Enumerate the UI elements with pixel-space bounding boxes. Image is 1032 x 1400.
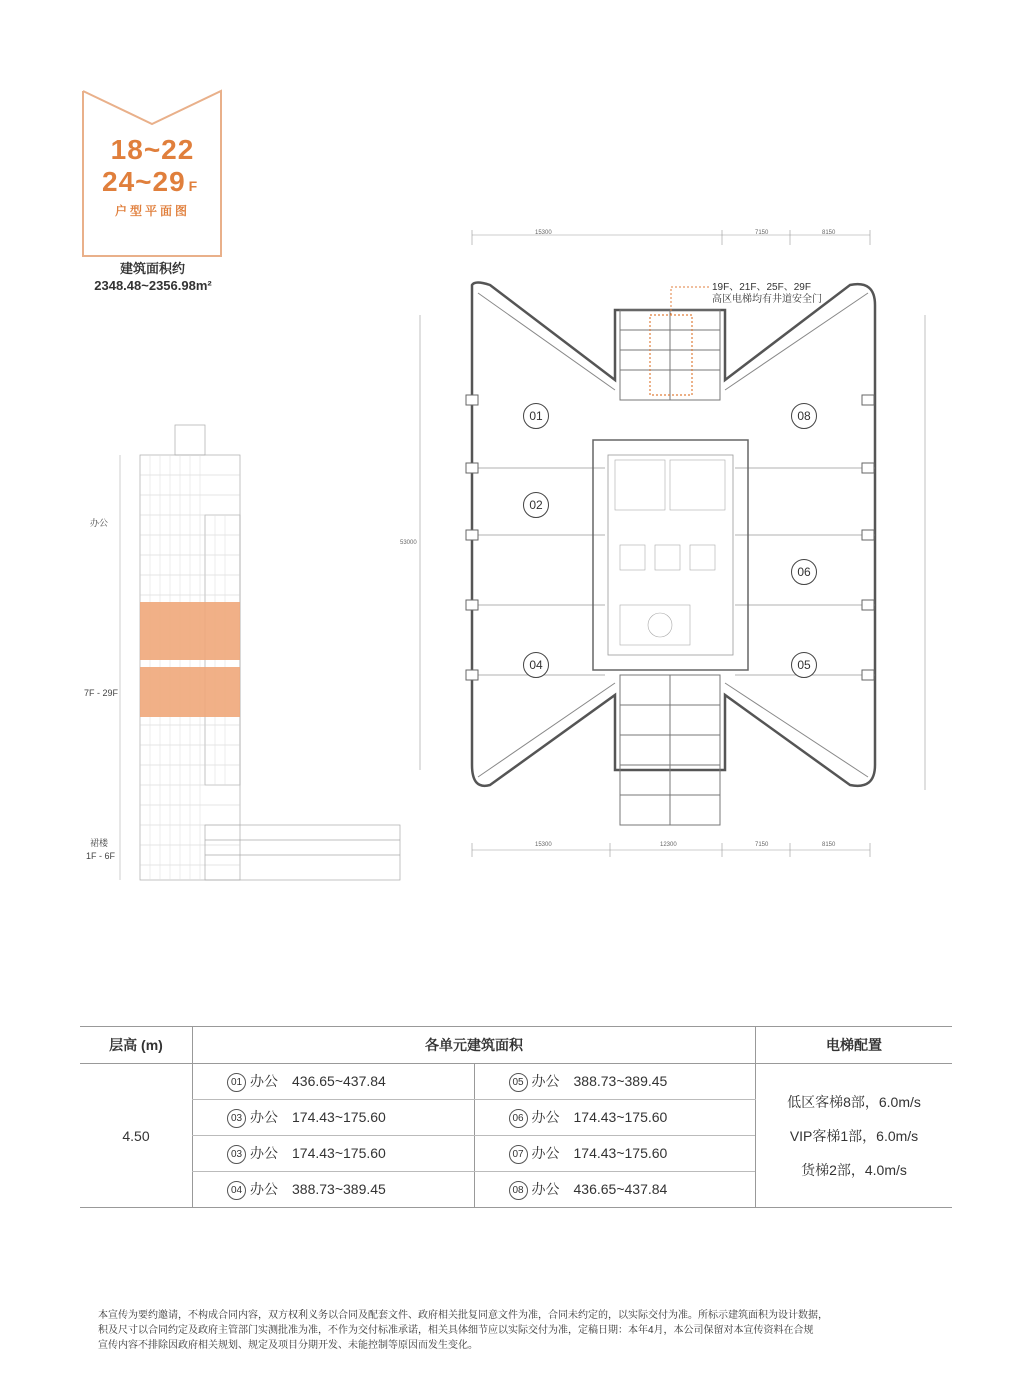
table-header-row (80, 1027, 952, 1064)
dim-top-2: 7150 (755, 230, 769, 236)
tower-label-podium: 裙楼 (90, 838, 109, 848)
tower-label-office-floors: 7F - 29F (84, 688, 119, 698)
height-value: 4.50 (80, 1064, 193, 1208)
unit-cell (474, 1064, 756, 1100)
elevator-cell (756, 1064, 953, 1208)
unit-area: 436.65~437.84 (292, 1073, 386, 1090)
highlight-floors-18-22 (140, 602, 240, 660)
area-value: 2348.48~2356.98m² (94, 278, 212, 293)
unit-type: 办公 (531, 1073, 560, 1090)
unit-area: 388.73~389.45 (292, 1181, 386, 1198)
unit-type: 办公 (250, 1109, 278, 1126)
header-elevator: 电梯配置 (756, 1027, 953, 1064)
unit-cell (193, 1136, 475, 1172)
tower-elevation (100, 415, 420, 885)
tower-label-podium-floors: 1F - 6F (86, 851, 116, 861)
unit-number: 07 (509, 1145, 528, 1164)
tower-label-office: 办公 (90, 518, 109, 528)
plan-note-text: 高区电梯均有井道安全门 (712, 294, 822, 305)
dim-bottom-4: 8150 (822, 842, 836, 848)
badge-floors-2-text: 24~29 (102, 166, 186, 197)
unit-number: 05 (509, 1073, 528, 1092)
unit-06-marker: 06 (791, 559, 817, 585)
unit-type: 办公 (531, 1109, 560, 1126)
unit-area: 174.43~175.60 (573, 1109, 668, 1126)
unit-number: 06 (509, 1109, 528, 1128)
unit-area: 174.43~175.60 (292, 1109, 386, 1126)
floor-badge (80, 88, 225, 260)
disclaimer-line-1: 本宣传为要约邀请，不构成合同内容，双方权利义务以合同及配套文件、政府相关批复同意文件为准，合同未约定的，以实际交付为准。所标示建筑面积为设计数据， (98, 1310, 828, 1321)
unit-cell (193, 1100, 475, 1136)
unit-04-marker: 04 (523, 652, 549, 678)
disclaimer-line-2: 积及尺寸以合同约定及政府主管部门实测批准为准，不作为交付标准承诺，相关具体细节应以实际交付为准，定稿日期：本年4月，本公司保留对本宣传资料在合规 (98, 1325, 814, 1336)
header-area: 各单元建筑面积 (193, 1027, 756, 1064)
unit-number: 04 (227, 1181, 246, 1200)
dim-total-vertical: 53000 (400, 540, 417, 546)
unit-area: 174.43~175.60 (292, 1145, 386, 1162)
unit-area: 388.73~389.45 (573, 1073, 668, 1090)
area-label: 建筑面积约 (119, 261, 185, 276)
disclaimer-line-3: 宣传内容不排除因政府相关规划、规定及项目分期开发、未能控制等原因而发生变化。 (98, 1340, 478, 1351)
elevator-vip: VIP客梯1部，6.0m/s (789, 1127, 919, 1144)
unit-01-marker: 01 (523, 403, 549, 429)
dim-bottom-3: 7150 (755, 842, 769, 848)
unit-08-marker: 08 (791, 403, 817, 429)
disclaimer (98, 1308, 868, 1353)
elevator-low-zone: 低区客梯8部，6.0m/s (787, 1093, 921, 1110)
table-row (80, 1064, 952, 1100)
unit-cell (474, 1172, 756, 1208)
unit-cell (193, 1172, 475, 1208)
unit-02-marker: 02 (523, 492, 549, 518)
badge-subtitle: 户型平面图 (114, 204, 190, 218)
spec-table (80, 1026, 952, 1208)
unit-number: 01 (227, 1073, 246, 1092)
unit-number: 08 (509, 1181, 528, 1200)
unit-area: 436.65~437.84 (573, 1181, 668, 1198)
highlight-floors-24-29 (140, 667, 240, 717)
unit-number: 03 (227, 1109, 246, 1128)
unit-cell (474, 1100, 756, 1136)
unit-cell (193, 1064, 475, 1100)
header-height: 层高 (m) (80, 1027, 193, 1064)
dim-bottom-1: 15300 (535, 842, 552, 848)
unit-type: 办公 (531, 1145, 560, 1162)
unit-05-marker: 05 (791, 652, 817, 678)
unit-type: 办公 (250, 1073, 278, 1090)
unit-type: 办公 (531, 1181, 560, 1198)
badge-floors-suffix: F (188, 178, 199, 194)
floor-outline (472, 283, 875, 786)
plan-note-floors: 19F、21F、25F、29F (712, 282, 811, 293)
unit-cell (474, 1136, 756, 1172)
dim-bottom-2: 12300 (660, 842, 677, 848)
dim-top-3: 8150 (822, 230, 836, 236)
unit-number: 03 (227, 1145, 246, 1164)
safety-door-highlight (650, 315, 692, 395)
unit-type: 办公 (250, 1181, 278, 1198)
unit-type: 办公 (250, 1145, 278, 1162)
badge-floors-1: 18~22 (110, 134, 195, 165)
dim-top-1: 15300 (535, 230, 552, 236)
floor-plan (380, 205, 960, 890)
unit-area: 174.43~175.60 (573, 1145, 668, 1162)
badge-floors-2 (102, 166, 198, 198)
elevator-freight: 货梯2部，4.0m/s (801, 1161, 907, 1178)
